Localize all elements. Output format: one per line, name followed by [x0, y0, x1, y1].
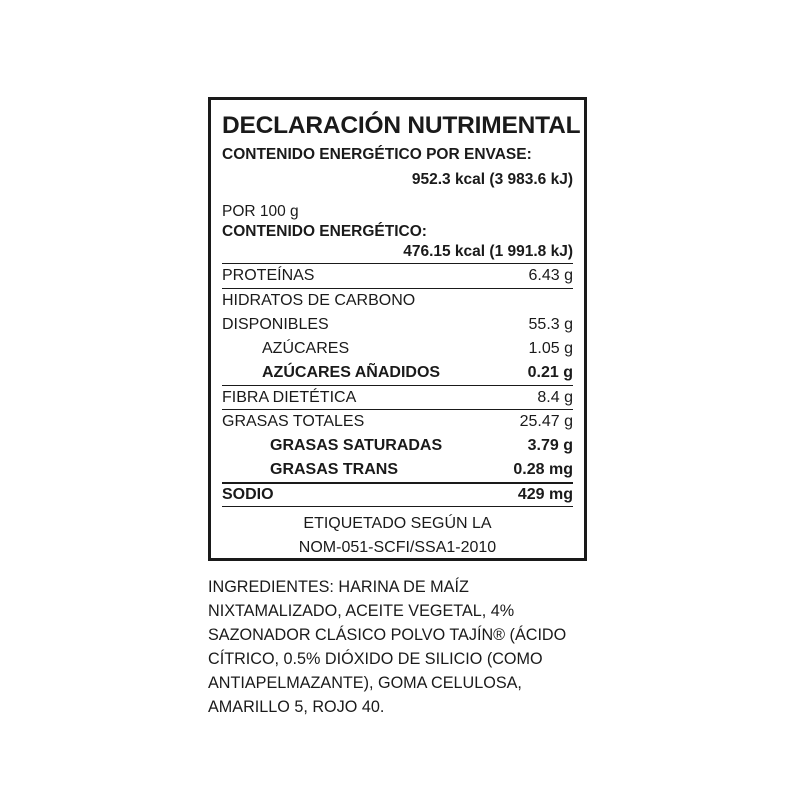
nutrient-row-azucares-anadidos [222, 360, 573, 384]
nutrient-value: 25.47 g [519, 413, 573, 430]
nutrient-label: GRASAS TRANS [270, 461, 399, 478]
nutrient-label: GRASAS SATURADAS [270, 437, 443, 454]
label-title: DECLARACIÓN NUTRIMENTAL [222, 112, 581, 139]
nutrient-label: DISPONIBLES [222, 316, 329, 333]
nutrient-value: 1.05 g [528, 340, 573, 357]
nutrient-row-grasas-trans [222, 457, 573, 481]
nutrient-row-azucares [222, 336, 573, 360]
nutrient-row-proteinas [222, 263, 573, 287]
ingredients-line: ANTIAPELMAZANTE), GOMA CELULOSA, [208, 674, 522, 692]
separator [222, 506, 573, 507]
package-energy-value: 952.3 kcal (3 983.6 kJ) [411, 171, 573, 188]
nutrient-label: AZÚCARES AÑADIDOS [262, 364, 441, 381]
nutrient-row-grasas-saturadas [222, 433, 573, 457]
nutrient-row-fibra [222, 385, 573, 409]
energy-value: 476.15 kcal (1 991.8 kJ) [403, 243, 573, 260]
ingredients-text [208, 575, 598, 719]
nutrient-value: 55.3 g [528, 316, 573, 333]
nutrient-label: HIDRATOS DE CARBONO [222, 292, 416, 309]
ingredients-line: NIXTAMALIZADO, ACEITE VEGETAL, 4% [208, 602, 515, 620]
nutrient-row-disponibles [222, 312, 573, 336]
nutrient-label: SODIO [222, 486, 274, 503]
nutrient-value: 6.43 g [528, 267, 573, 284]
nutrition-facts-panel [208, 97, 587, 561]
nutrient-label: GRASAS TOTALES [222, 413, 365, 430]
nutrient-value: 3.79 g [527, 437, 573, 454]
nutrient-value: 8.4 g [537, 389, 573, 406]
nutrient-row-hidratos [222, 288, 573, 312]
nutrient-label: FIBRA DIETÉTICA [222, 389, 357, 406]
nutrient-value: 429 mg [517, 486, 573, 503]
energy-label: CONTENIDO ENERGÉTICO: [222, 223, 427, 240]
nutrient-label: AZÚCARES [262, 340, 350, 357]
nutrient-row-sodio [222, 482, 573, 506]
footnote-line: ETIQUETADO SEGÚN LA [303, 515, 492, 532]
ingredients-line: INGREDIENTES: HARINA DE MAÍZ [208, 578, 469, 596]
nutrient-row-grasas-totales [222, 409, 573, 433]
ingredients-line: SAZONADOR CLÁSICO POLVO TAJÍN® (ÁCIDO [208, 626, 567, 644]
per-portion: POR 100 g [222, 203, 299, 220]
ingredients-line: CÍTRICO, 0.5% DIÓXIDO DE SILICIO (COMO [208, 650, 543, 668]
nutrient-value: 0.28 mg [513, 461, 573, 478]
nutrient-value: 0.21 g [527, 364, 573, 381]
footnote-line: NOM-051-SCFI/SSA1-2010 [298, 539, 497, 556]
package-energy-label: CONTENIDO ENERGÉTICO POR ENVASE: [222, 146, 532, 163]
ingredients-line: AMARILLO 5, ROJO 40. [208, 698, 385, 716]
nutrient-label: PROTEÍNAS [222, 267, 315, 284]
